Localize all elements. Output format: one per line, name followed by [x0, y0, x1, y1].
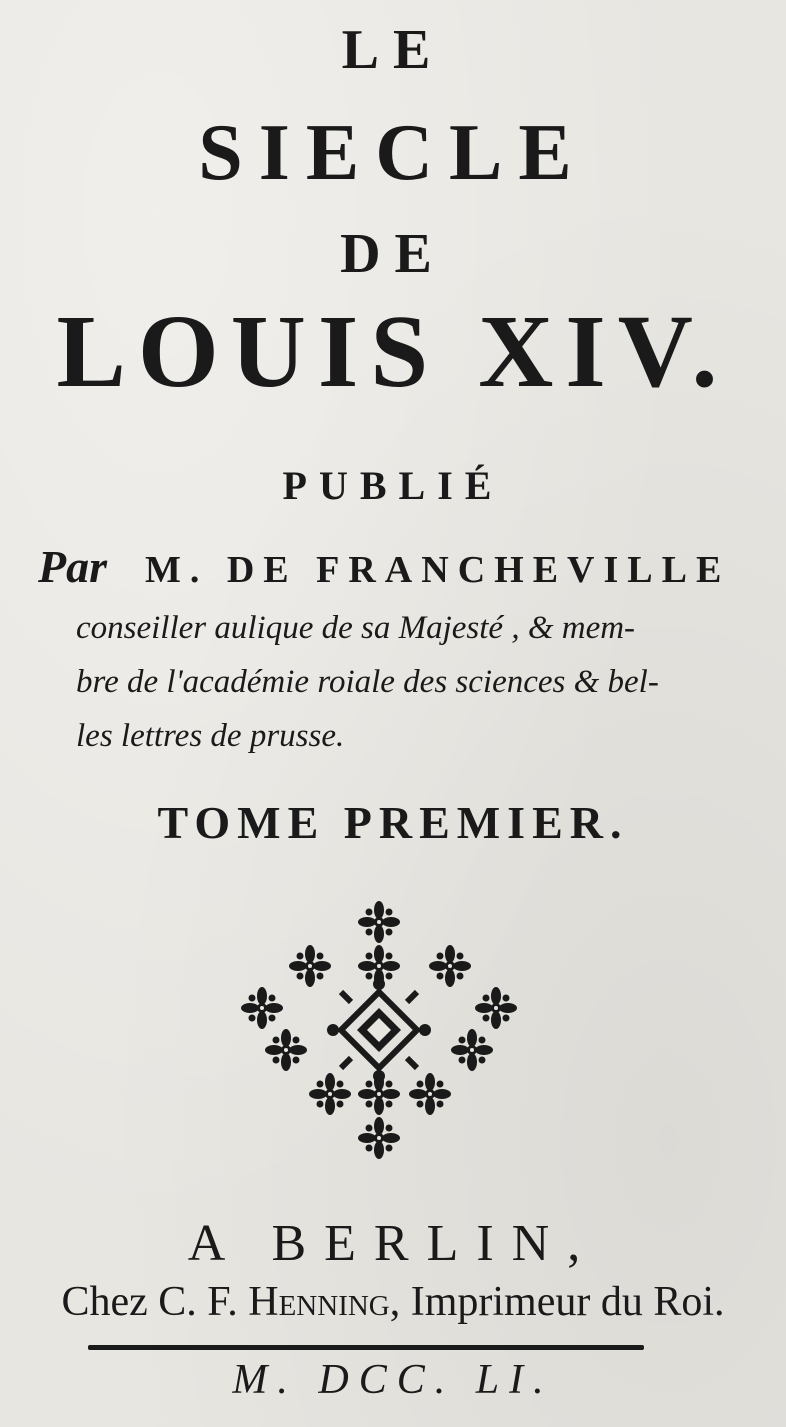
printer-line	[0, 1278, 786, 1326]
title-le: LE	[341, 19, 445, 81]
author-par: Par	[38, 541, 107, 592]
title-de: DE	[340, 223, 446, 285]
printer-name: Henning	[248, 1279, 390, 1325]
author-description-line-3: les lettres de prusse.	[76, 718, 345, 754]
volume-label: TOME PREMIER.	[157, 797, 629, 848]
title-siecle: SIECLE	[198, 109, 588, 197]
printer-prefix: Chez C. F.	[61, 1279, 249, 1325]
author-description-line-2: bre de l'académie roiale des sciences & bel-	[76, 664, 659, 700]
publication-date: M. DCC. LI.	[232, 1357, 554, 1403]
divider-rule	[88, 1345, 644, 1350]
printer-suffix: , Imprimeur du Roi.	[389, 1279, 725, 1325]
fleuron-ornament-icon	[238, 896, 520, 1166]
author-line	[38, 540, 758, 593]
author-name: M. DE FRANCHEVILLE	[145, 549, 731, 591]
publie-label: PUBLIÉ	[282, 463, 504, 508]
title-louis-xiv: LOUIS XIV.	[56, 294, 730, 409]
place-of-publication: A BERLIN,	[187, 1215, 599, 1272]
author-description-line-1: conseiller aulique de sa Majesté , & mem-	[76, 610, 636, 646]
